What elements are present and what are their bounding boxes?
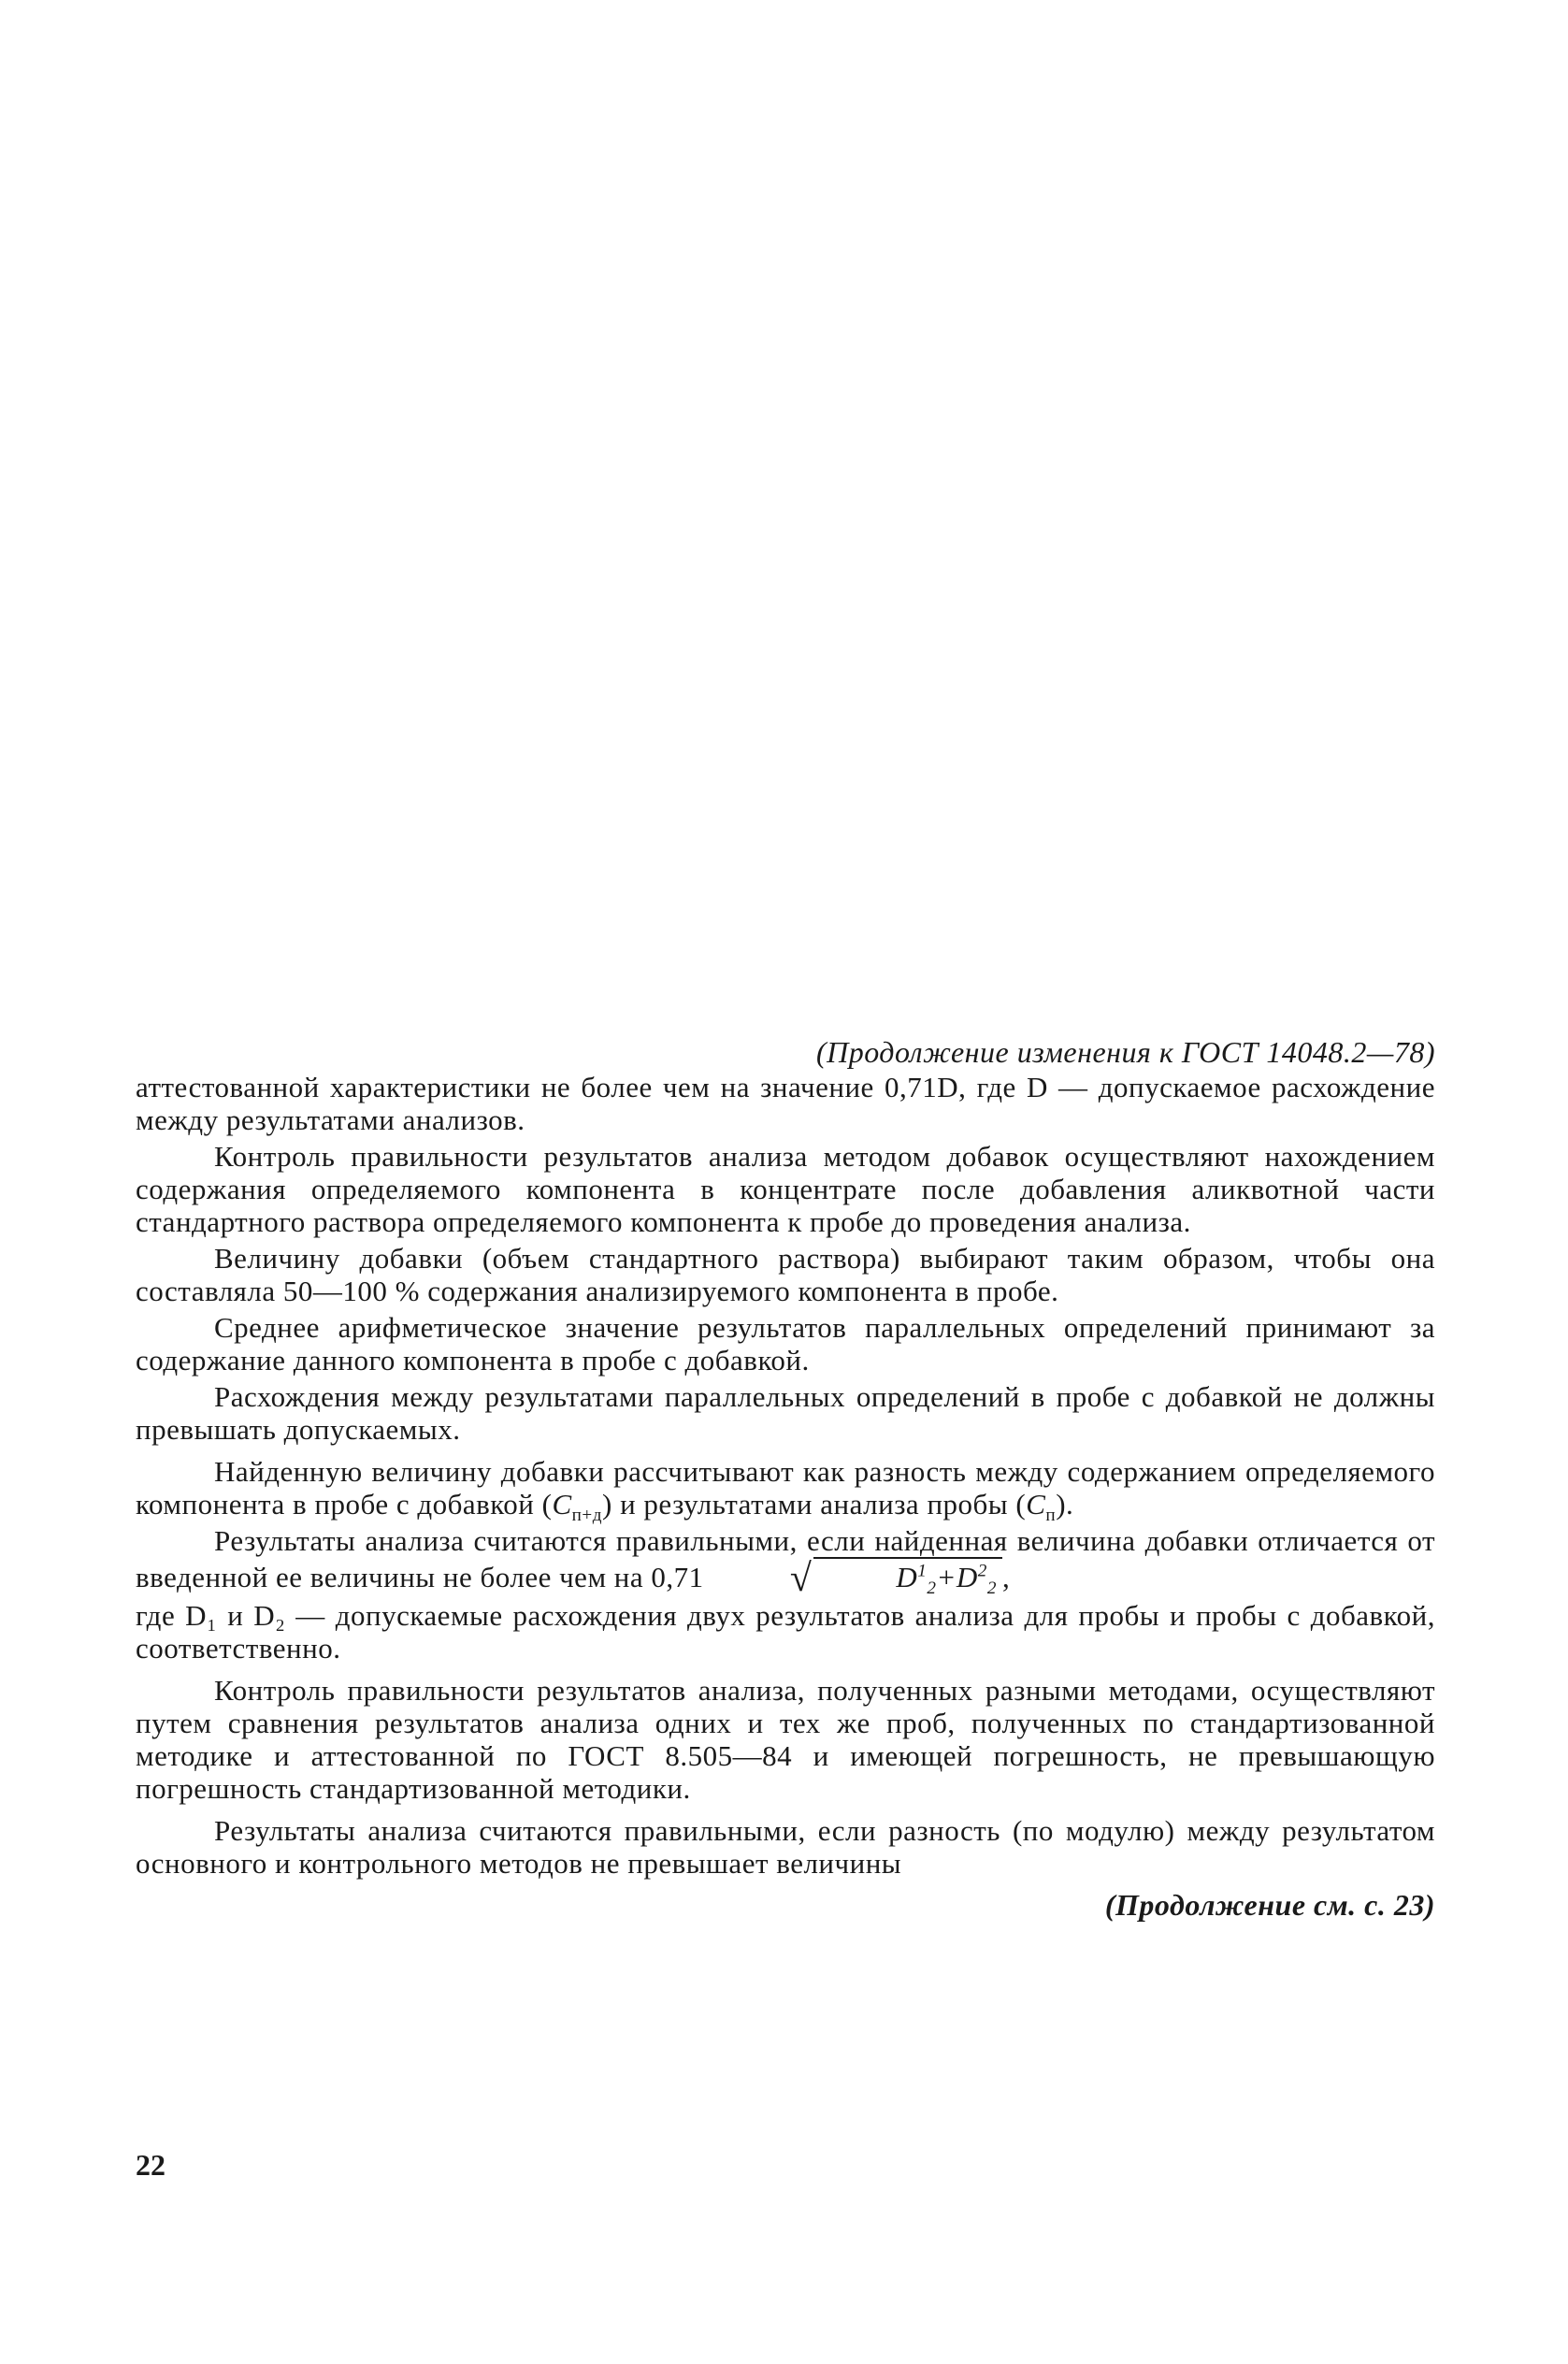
paragraph-7-text-before: Результаты анализа считаются правильными, если найденная величина добавки отличается от введенной ее величины не более чем на 0,71 bbox=[136, 1524, 1435, 1593]
paragraph-3: Величину добавки (объем стандартного раствора) выбирают таким образом, чтобы она составляла 50—100 % содержания анализируемого компонента в пробе. bbox=[136, 1242, 1435, 1307]
paragraph-5: Расхождения между результатами параллельных определений в пробе с добавкой не должны превышать допускаемых. bbox=[136, 1380, 1435, 1446]
formula-d1: D bbox=[896, 1561, 918, 1593]
paragraph-10: Результаты анализа считаются правильными, если разность (по модулю) между результатом основного и контрольного методов не превышает величины bbox=[136, 1814, 1435, 1880]
paragraph-7 bbox=[136, 1524, 1435, 1600]
paragraph-1: аттестованной характеристики не более чем на значение 0,71D, где D — допускаемое расхождение между результатами анализов. bbox=[136, 1071, 1435, 1136]
formula-d2-subscript: 2 bbox=[986, 1578, 998, 1599]
symbol-c-sample-plus-additive-subscript: п+д bbox=[571, 1506, 603, 1526]
paragraph-4: Среднее арифметическое значение результатов параллельных определений принимают за содержание данного компонента в пробе с добавкой. bbox=[136, 1311, 1435, 1377]
formula-d2: D bbox=[956, 1561, 978, 1593]
formula-d1-superscript: 1 bbox=[917, 1561, 928, 1581]
continuation-header: (Продолжение изменения к ГОСТ 14048.2—78) bbox=[815, 1035, 1435, 1069]
formula-d1-subscript: 2 bbox=[927, 1578, 937, 1599]
paragraph-6-text-before: Найденную величину добавки рассчитывают как разность между содержанием определяемого компонента в пробе с добавкой ( bbox=[136, 1455, 1435, 1521]
paragraph-6-text-after: ). bbox=[1056, 1488, 1074, 1521]
paragraph-2: Контроль правильности результатов анализа методом добавок осуществляют нахождением содержания определяемого компонента в концентрате после добавления аликвотной части стандартного раствора определяемого компонента к пробе до проведения анализа. bbox=[136, 1140, 1435, 1238]
paragraph-6-text-middle: ) и результатами анализа пробы ( bbox=[602, 1488, 1027, 1521]
radical-sign-icon: √ bbox=[789, 1557, 813, 1600]
square-root-formula bbox=[712, 1557, 1002, 1600]
formula-d2-superscript: 2 bbox=[977, 1561, 987, 1581]
paragraph-8: где D₁ и D₂ — допускаемые расхождения двух результатов анализа для пробы и пробы с добавкой, соответственно. bbox=[136, 1599, 1435, 1665]
paragraph-6 bbox=[136, 1455, 1435, 1526]
radicand bbox=[813, 1557, 1002, 1599]
formula-plus: + bbox=[936, 1561, 957, 1593]
page-number: 22 bbox=[136, 2148, 165, 2182]
symbol-c-sample-subscript: п bbox=[1045, 1506, 1057, 1526]
symbol-c-sample: C bbox=[1026, 1488, 1046, 1521]
symbol-c-sample-plus-additive: C bbox=[552, 1488, 572, 1521]
paragraph-7-text-after: , bbox=[1002, 1561, 1011, 1593]
continuation-footer: (Продолжение см. с. 23) bbox=[1104, 1888, 1435, 1922]
document-body bbox=[136, 1036, 1435, 1922]
paragraph-9: Контроль правильности результатов анализа, полученных разными методами, осуществляют путем сравнения результатов анализа одних и тех же проб, полученных по стандартизованной методике и аттестованной по ГОСТ 8.505—84 и имеющей погрешность, не превышающую погрешность стандартизованной методики. bbox=[136, 1674, 1435, 1805]
